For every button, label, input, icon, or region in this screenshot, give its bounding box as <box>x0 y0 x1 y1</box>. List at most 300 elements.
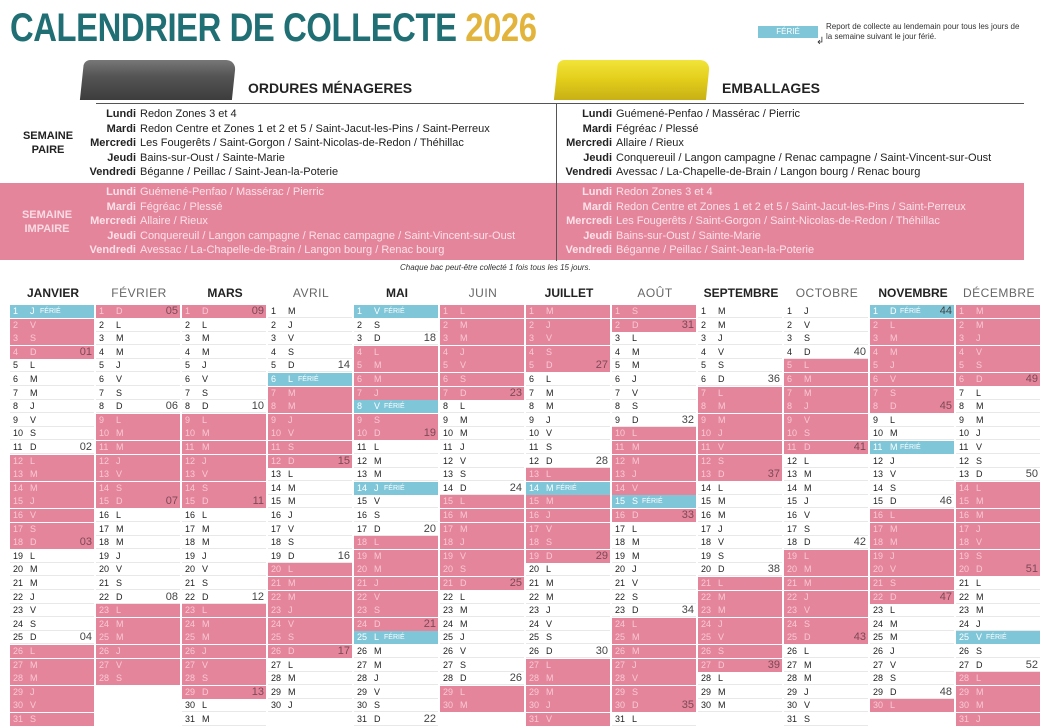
day-letter: L <box>202 605 208 616</box>
schedule-locations: Redon Centre et Zones 1 et 2 et 5 / Saint-Jacut-les-Pins / Saint-Perreux <box>616 200 966 213</box>
calendar-day-cell <box>182 427 266 440</box>
week-number: 51 <box>1025 563 1038 576</box>
day-number: 3 <box>443 333 449 344</box>
day-letter: L <box>460 686 466 697</box>
day-letter: D <box>804 537 811 548</box>
day-number: 28 <box>357 673 368 684</box>
day-letter: M <box>288 482 296 493</box>
day-number: 4 <box>959 346 965 357</box>
calendar-day-cell <box>440 659 524 672</box>
day-number: 22 <box>185 591 196 602</box>
day-number: 3 <box>959 333 965 344</box>
day-number: 23 <box>873 605 884 616</box>
day-number: 24 <box>443 618 454 629</box>
day-letter: S <box>374 414 381 425</box>
calendar-day-cell <box>870 536 954 549</box>
calendar-day-cell <box>182 319 266 332</box>
day-letter: L <box>804 646 810 656</box>
day-number: 22 <box>701 591 712 602</box>
day-letter: M <box>890 537 898 548</box>
calendar-day-cell <box>870 359 954 372</box>
calendar-day-cell <box>526 713 610 726</box>
calendar-day-cell <box>440 387 524 400</box>
month-header: OCTOBRE <box>795 286 859 300</box>
week-number: 35 <box>681 699 694 712</box>
day-number: 8 <box>443 401 449 412</box>
day-number: 30 <box>787 700 798 711</box>
calendar-day-cell <box>612 346 696 359</box>
calendar-day-cell <box>526 319 610 332</box>
calendar-day-cell <box>10 346 94 359</box>
day-letter: S <box>460 564 467 575</box>
day-letter: M <box>804 482 812 493</box>
day-letter: D <box>30 442 37 452</box>
calendar-day-cell <box>526 686 610 699</box>
day-letter: V <box>374 306 381 316</box>
day-letter: L <box>374 442 380 452</box>
day-letter: M <box>804 469 812 480</box>
week-number: 07 <box>165 495 178 508</box>
day-letter: J <box>202 360 207 371</box>
calendar-day-cell <box>698 400 782 413</box>
day-letter: J <box>116 360 121 371</box>
day-number: 28 <box>185 673 196 684</box>
schedule-locations: Allaire / Rieux <box>140 215 208 227</box>
week-number: 29 <box>595 549 608 562</box>
day-number: 17 <box>443 523 454 534</box>
calendar-day-cell <box>526 455 610 468</box>
week-number: 44 <box>939 305 952 317</box>
day-number: 24 <box>185 618 196 629</box>
day-letter: L <box>890 700 896 711</box>
day-letter: M <box>976 401 984 412</box>
day-letter: J <box>202 455 207 466</box>
calendar-day-cell <box>354 495 438 508</box>
day-number: 22 <box>99 591 110 602</box>
day-number: 15 <box>701 496 712 507</box>
day-letter: M <box>976 605 984 616</box>
day-letter: D <box>632 319 639 330</box>
ferie-label: FÉRIÉ <box>384 403 405 411</box>
collection-note: Chaque bac peut-être collecté 1 fois tous les 15 jours. <box>400 263 591 272</box>
day-number: 14 <box>99 482 110 493</box>
day-number: 17 <box>701 523 712 534</box>
day-letter: M <box>116 428 124 439</box>
calendar-day-cell <box>440 332 524 345</box>
day-number: 24 <box>357 618 368 629</box>
day-number: 1 <box>271 306 277 316</box>
ferie-label: FÉRIÉ <box>642 498 663 506</box>
calendar-day-cell <box>784 591 868 604</box>
calendar-day-cell <box>268 618 352 631</box>
day-letter: D <box>288 646 295 656</box>
day-letter: D <box>890 306 897 316</box>
day-number: 12 <box>185 455 196 466</box>
schedule-locations: Béganne / Peillac / Saint-Jean-la-Poterie <box>616 244 815 256</box>
schedule-locations: Avessac / La-Chapelle-de-Brain / Langon bourg / Renac bourg <box>140 244 445 256</box>
day-number: 15 <box>529 496 540 507</box>
day-letter: V <box>202 374 209 384</box>
day-number: 12 <box>357 455 368 466</box>
day-number: 27 <box>959 659 970 670</box>
calendar-day-cell <box>870 400 954 413</box>
calendar-day-cell <box>956 346 1040 359</box>
calendar-day-cell <box>268 659 352 672</box>
calendar-day-cell <box>268 631 352 644</box>
calendar-day-cell <box>268 455 352 468</box>
day-number: 4 <box>357 346 363 357</box>
day-letter: S <box>288 632 295 643</box>
day-number: 5 <box>615 360 621 371</box>
day-number: 19 <box>443 550 454 561</box>
day-number: 31 <box>959 714 970 724</box>
day-letter: L <box>718 578 724 588</box>
day-letter: M <box>460 700 468 711</box>
calendar-day-cell <box>956 645 1040 658</box>
day-letter: D <box>288 360 295 371</box>
calendar-day-cell <box>354 699 438 712</box>
calendar-day-cell <box>182 523 266 536</box>
day-letter: J <box>890 646 895 656</box>
calendar-day-cell <box>96 346 180 359</box>
calendar-day-cell <box>96 373 180 386</box>
day-number: 16 <box>615 510 626 520</box>
day-number: 24 <box>787 618 798 629</box>
day-letter: V <box>546 618 553 629</box>
calendar-day-cell <box>182 645 266 658</box>
day-number: 8 <box>357 401 363 412</box>
schedule-day: Mercredi <box>566 137 612 149</box>
calendar-day-cell <box>10 618 94 631</box>
day-letter: M <box>30 578 38 588</box>
day-letter: S <box>632 496 639 507</box>
day-letter: M <box>718 591 726 602</box>
week-number: 42 <box>853 536 866 549</box>
day-letter: D <box>804 442 811 452</box>
day-number: 7 <box>185 387 191 398</box>
day-letter: S <box>288 537 295 548</box>
day-letter: M <box>288 387 296 398</box>
day-number: 22 <box>357 591 368 602</box>
day-letter: M <box>374 360 382 371</box>
day-letter: J <box>546 700 551 711</box>
calendar-day-cell <box>612 672 696 685</box>
calendar-day-cell <box>268 346 352 359</box>
day-number: 1 <box>357 306 363 316</box>
calendar-day-cell <box>10 509 94 522</box>
day-letter: M <box>546 496 554 507</box>
calendar-day-cell <box>784 495 868 508</box>
week-number: 06 <box>165 400 178 413</box>
day-letter: S <box>374 319 381 330</box>
day-number: 20 <box>701 564 712 575</box>
calendar-day-cell <box>612 591 696 604</box>
day-letter: M <box>718 496 726 507</box>
calendar-day-cell <box>96 604 180 617</box>
calendar-day-cell <box>784 563 868 576</box>
calendar-day-cell <box>612 455 696 468</box>
schedule-day: Vendredi <box>89 244 136 256</box>
day-letter: M <box>202 537 210 548</box>
day-letter: M <box>718 605 726 616</box>
day-letter: L <box>30 360 36 371</box>
day-letter: J <box>718 428 723 439</box>
schedule-locations: Fégréac / Plessé <box>140 200 223 213</box>
day-number: 2 <box>787 319 793 330</box>
calendar-day-cell <box>612 482 696 495</box>
day-letter: V <box>976 442 983 452</box>
day-number: 21 <box>357 578 368 588</box>
day-number: 4 <box>787 346 793 357</box>
day-letter: J <box>30 401 35 412</box>
calendar-day-cell <box>440 346 524 359</box>
day-number: 3 <box>529 333 535 344</box>
day-letter: M <box>976 414 984 425</box>
calendar-day-cell <box>440 468 524 481</box>
calendar-day-cell <box>440 672 524 685</box>
calendar-day-cell <box>784 373 868 386</box>
calendar-day-cell <box>10 427 94 440</box>
calendar-day-cell <box>268 672 352 685</box>
calendar-day-cell <box>182 359 266 372</box>
day-number: 8 <box>615 401 621 412</box>
day-number: 2 <box>357 319 363 330</box>
day-number: 30 <box>271 700 282 711</box>
day-number: 17 <box>873 523 884 534</box>
day-number: 4 <box>13 346 19 357</box>
day-number: 14 <box>787 482 798 493</box>
day-number: 2 <box>13 319 19 330</box>
calendar-day-cell <box>698 495 782 508</box>
day-number: 16 <box>873 510 884 520</box>
calendar-day-cell <box>354 359 438 372</box>
day-number: 19 <box>873 550 884 561</box>
day-number: 21 <box>529 578 540 588</box>
calendar-day-cell <box>784 550 868 563</box>
schedule-locations: Fégréac / Plessé <box>616 122 699 135</box>
calendar-day-cell <box>182 387 266 400</box>
calendar-day-cell <box>784 414 868 427</box>
day-number: 26 <box>443 646 454 656</box>
calendar-day-cell <box>10 686 94 699</box>
day-number: 23 <box>959 605 970 616</box>
day-number: 9 <box>701 414 707 425</box>
day-letter: S <box>460 659 467 670</box>
calendar-day-cell <box>784 604 868 617</box>
calendar-day-cell <box>268 373 352 386</box>
day-letter: M <box>890 442 898 452</box>
day-letter: J <box>288 605 293 616</box>
calendar-day-cell <box>182 563 266 576</box>
calendar-day-cell <box>10 659 94 672</box>
calendar-day-cell <box>784 672 868 685</box>
day-letter: L <box>202 510 208 520</box>
day-letter: J <box>632 374 637 384</box>
day-letter: S <box>288 442 295 452</box>
day-number: 15 <box>13 496 24 507</box>
day-letter: L <box>288 564 294 575</box>
week-number: 39 <box>767 658 780 671</box>
day-number: 12 <box>959 455 970 466</box>
day-number: 13 <box>873 469 884 480</box>
day-letter: J <box>116 550 121 561</box>
calendar-day-cell <box>956 305 1040 318</box>
calendar-day-cell <box>698 468 782 481</box>
calendar-day-cell <box>440 305 524 318</box>
day-letter: M <box>546 306 554 316</box>
day-letter: M <box>460 510 468 520</box>
calendar-day-cell <box>526 509 610 522</box>
day-letter: J <box>804 686 809 697</box>
day-letter: J <box>288 700 293 711</box>
calendar-day-cell <box>96 550 180 563</box>
day-letter: S <box>632 591 639 602</box>
day-number: 10 <box>529 428 540 439</box>
day-number: 23 <box>443 605 454 616</box>
month-header: MARS <box>207 286 243 300</box>
day-letter: L <box>288 659 294 670</box>
schedule-day: Lundi <box>582 108 612 120</box>
calendar-day-cell <box>612 414 696 427</box>
day-number: 3 <box>873 333 879 344</box>
week-number: 01 <box>79 345 92 358</box>
week-number: 13 <box>251 685 264 698</box>
day-number: 27 <box>529 659 540 670</box>
day-letter: M <box>890 632 898 643</box>
day-number: 27 <box>787 659 798 670</box>
day-number: 13 <box>99 469 110 480</box>
day-number: 28 <box>959 673 970 684</box>
week-number: 48 <box>939 685 952 698</box>
schedule-locations: Conquereuil / Langon campagne / Renac campagne / Saint-Vincent-sur-Oust <box>616 151 992 164</box>
day-number: 9 <box>787 414 793 425</box>
calendar-day-cell <box>526 699 610 712</box>
day-number: 5 <box>271 360 277 371</box>
calendar-day-cell <box>698 618 782 631</box>
day-letter: J <box>976 428 981 439</box>
day-number: 21 <box>443 578 454 588</box>
day-number: 13 <box>271 469 282 480</box>
calendar-day-cell <box>784 713 868 726</box>
ferie-label: FÉRIÉ <box>384 634 405 642</box>
week-number: 19 <box>423 427 436 440</box>
day-number: 29 <box>787 686 798 697</box>
calendar-day-cell <box>526 414 610 427</box>
calendar-day-cell <box>612 536 696 549</box>
day-number: 8 <box>529 401 535 412</box>
calendar-day-cell <box>268 400 352 413</box>
day-number: 29 <box>185 686 196 697</box>
calendar-day-cell <box>612 563 696 576</box>
day-number: 10 <box>701 428 712 439</box>
day-letter: L <box>116 510 122 520</box>
day-number: 1 <box>443 306 449 316</box>
day-letter: M <box>374 455 382 466</box>
day-number: 1 <box>185 306 191 316</box>
calendar-day-cell <box>698 686 782 699</box>
day-number: 14 <box>443 482 454 493</box>
week-number: 02 <box>79 441 92 453</box>
day-letter: S <box>202 673 209 684</box>
day-number: 2 <box>271 319 277 330</box>
day-number: 15 <box>99 496 110 507</box>
calendar-day-cell <box>870 699 954 712</box>
schedule-locations: Conquereuil / Langon campagne / Renac campagne / Saint-Vincent-sur-Oust <box>140 229 516 242</box>
day-letter: S <box>718 360 725 371</box>
day-number: 7 <box>701 387 707 398</box>
day-number: 15 <box>787 496 798 507</box>
calendar-day-cell <box>182 468 266 481</box>
day-number: 3 <box>13 333 19 344</box>
schedule-locations: Redon Zones 3 et 4 <box>140 108 237 120</box>
week-number: 03 <box>79 536 92 549</box>
calendar-day-cell <box>698 414 782 427</box>
day-letter: D <box>374 618 381 629</box>
day-number: 18 <box>185 537 196 548</box>
calendar-day-cell <box>956 427 1040 440</box>
day-letter: D <box>460 482 467 493</box>
schedule-day: Mardi <box>106 200 136 213</box>
schedule-locations: Redon Zones 3 et 4 <box>616 186 713 198</box>
day-letter: L <box>804 455 810 466</box>
day-number: 26 <box>13 646 24 656</box>
calendar-day-cell <box>698 319 782 332</box>
day-letter: V <box>890 469 897 480</box>
day-letter: M <box>30 469 38 480</box>
day-letter: M <box>202 632 210 643</box>
calendar-day-cell <box>612 509 696 522</box>
calendar-day-cell <box>526 550 610 563</box>
day-letter: L <box>460 401 466 412</box>
day-number: 17 <box>529 523 540 534</box>
calendar-day-cell <box>268 441 352 454</box>
day-number: 12 <box>271 455 282 466</box>
calendar-day-cell <box>268 468 352 481</box>
day-letter: S <box>632 306 639 316</box>
calendar-day-cell <box>784 686 868 699</box>
week-number: 26 <box>509 672 522 685</box>
day-number: 18 <box>787 537 798 548</box>
calendar-day-cell <box>612 523 696 536</box>
calendar-day-cell <box>182 686 266 699</box>
week-number: 43 <box>853 631 866 644</box>
day-letter: S <box>804 714 811 724</box>
day-letter: V <box>374 401 381 412</box>
day-letter: J <box>374 578 379 588</box>
calendar-day-cell <box>10 536 94 549</box>
schedule-locations: Allaire / Rieux <box>616 137 684 149</box>
calendar-day-cell <box>956 699 1040 712</box>
day-number: 29 <box>529 686 540 697</box>
day-letter: D <box>546 455 553 466</box>
day-number: 14 <box>357 482 368 493</box>
calendar-day-cell <box>870 441 954 454</box>
calendar-day-cell <box>440 455 524 468</box>
calendar-day-cell <box>440 699 524 712</box>
day-number: 15 <box>185 496 196 507</box>
calendar-day-cell <box>268 482 352 495</box>
day-letter: V <box>718 537 725 548</box>
month-header: MAI <box>386 286 408 300</box>
day-letter: S <box>30 714 37 724</box>
day-letter: M <box>116 523 124 534</box>
calendar-day-cell <box>182 495 266 508</box>
day-number: 26 <box>529 646 540 656</box>
calendar-day-cell <box>698 346 782 359</box>
calendar-day-cell <box>354 427 438 440</box>
day-number: 19 <box>615 550 626 561</box>
semaine-impaire-label: SEMAINE IMPAIRE <box>21 208 73 235</box>
